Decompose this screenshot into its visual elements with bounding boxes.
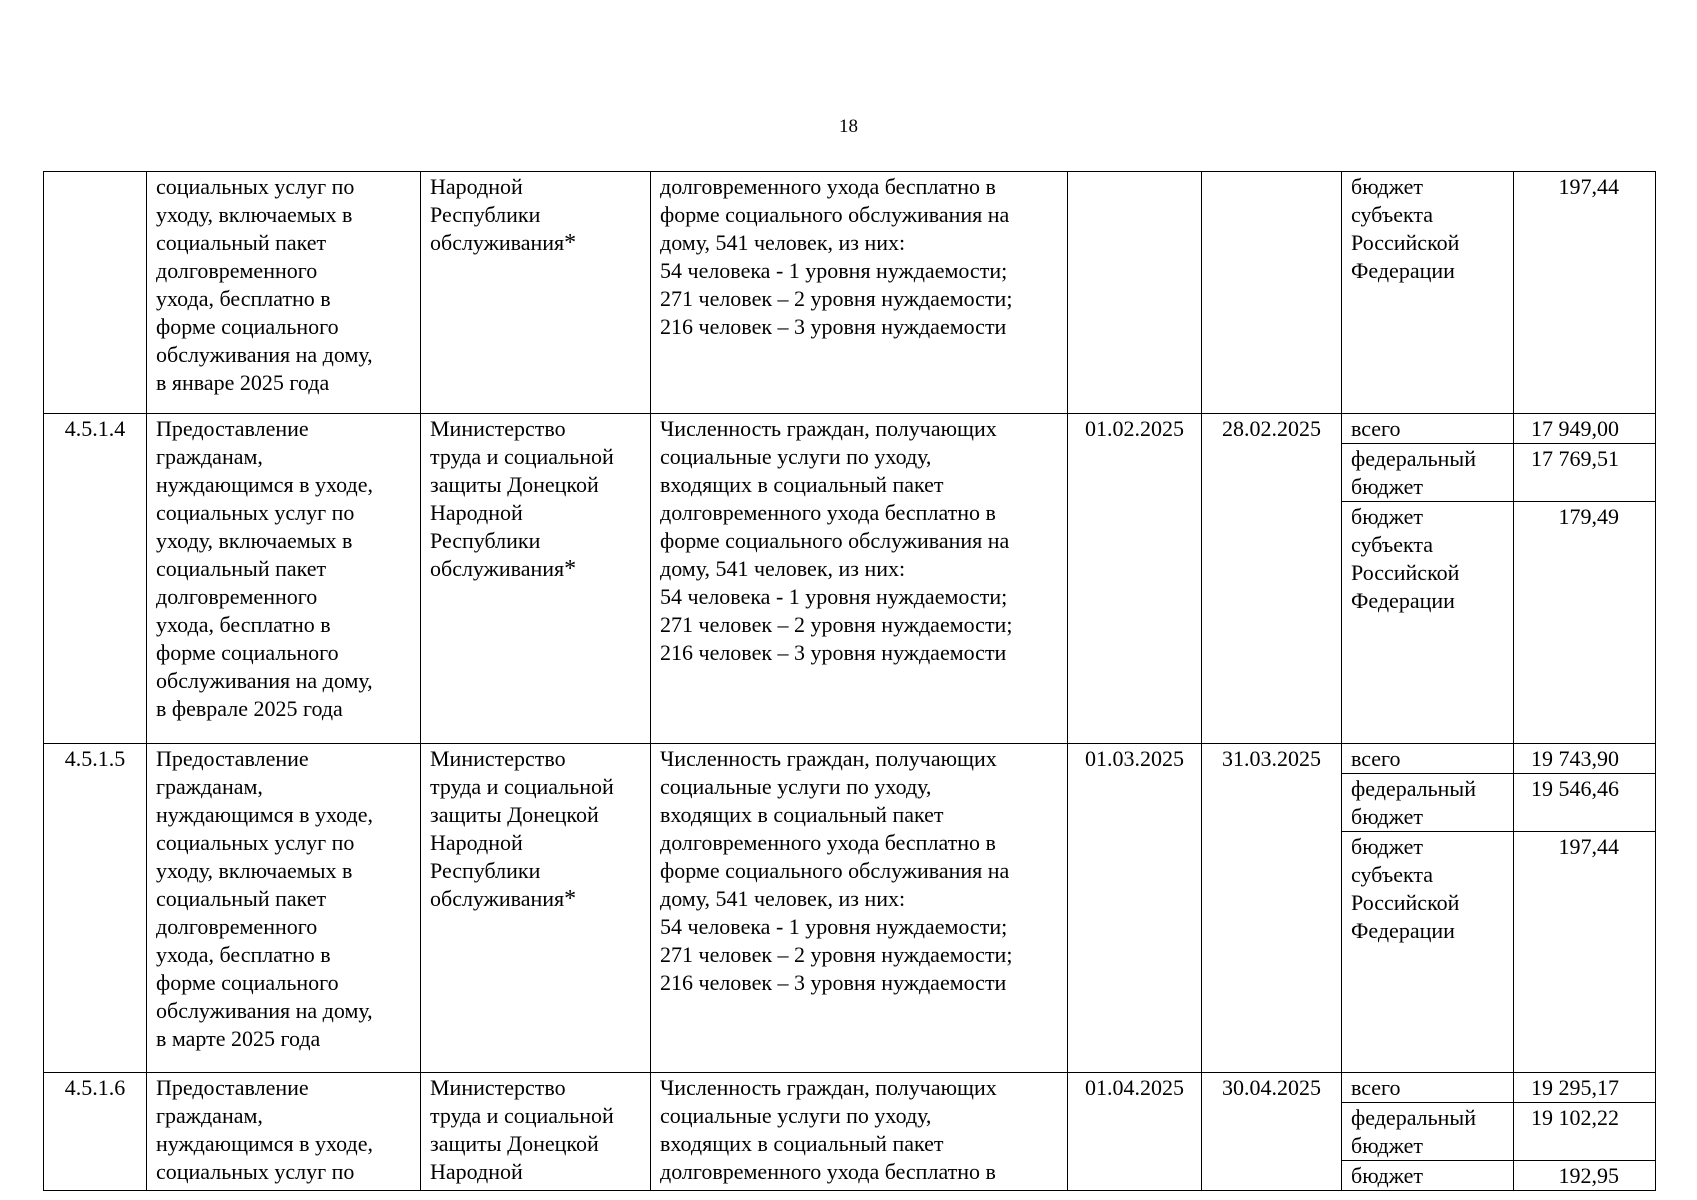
executor-line-text: Народной bbox=[430, 830, 523, 855]
funding-source bbox=[1342, 414, 1514, 444]
funding-source-line: бюджет bbox=[1351, 834, 1423, 859]
result-line: Численность граждан, получающих bbox=[660, 746, 997, 771]
event-line: обслуживания на дому, bbox=[156, 668, 373, 693]
executor-line-text: защиты Донецкой bbox=[430, 1131, 599, 1156]
event-line: Предоставление bbox=[156, 416, 309, 441]
event-line: социальных услуг по bbox=[156, 174, 355, 199]
footnote-mark: * bbox=[564, 886, 577, 912]
row-number bbox=[44, 172, 147, 414]
funding-source-line: Федерации bbox=[1351, 588, 1455, 613]
event-line: Предоставление bbox=[156, 1075, 309, 1100]
executor-line bbox=[430, 857, 641, 885]
result-line: форме социального обслуживания на bbox=[660, 858, 1010, 883]
result-line: Численность граждан, получающих bbox=[660, 1075, 997, 1100]
event-line: долговременного bbox=[156, 584, 318, 609]
executor-line-text: труда и социальной bbox=[430, 774, 614, 799]
result-line: долговременного ухода бесплатно в bbox=[660, 1159, 996, 1184]
executor-line bbox=[430, 527, 641, 555]
funding-amount: 179,49 bbox=[1514, 502, 1656, 744]
event-line: социальных услуг по bbox=[156, 500, 355, 525]
event-line: социальных услуг по bbox=[156, 1159, 355, 1184]
executor-line bbox=[430, 1158, 641, 1186]
funding-source bbox=[1342, 502, 1514, 744]
executor bbox=[421, 172, 651, 414]
funding-source bbox=[1342, 172, 1514, 414]
expected-result bbox=[651, 744, 1068, 1073]
executor-line-text: Республики bbox=[430, 858, 541, 883]
funding-amount: 17 949,00 bbox=[1514, 414, 1656, 444]
event-line: Предоставление bbox=[156, 746, 309, 771]
funding-source-line: бюджет bbox=[1351, 474, 1423, 499]
funding-source-line: федеральный bbox=[1351, 1105, 1476, 1130]
funding-amount: 19 295,17 bbox=[1514, 1073, 1656, 1103]
funding-source bbox=[1342, 1103, 1514, 1161]
executor-line-text: труда и социальной bbox=[430, 1103, 614, 1128]
executor bbox=[421, 1073, 651, 1191]
event-line: социальный пакет bbox=[156, 230, 327, 255]
funding-source bbox=[1342, 1073, 1514, 1103]
funding-source bbox=[1342, 832, 1514, 1073]
funding-source-line: субъекта bbox=[1351, 202, 1434, 227]
start-date: 01.03.2025 bbox=[1068, 744, 1202, 1073]
event-line: гражданам, bbox=[156, 1103, 263, 1128]
funding-amount: 19 546,46 bbox=[1514, 774, 1656, 832]
result-line: входящих в социальный пакет bbox=[660, 1131, 944, 1156]
funding-source-line: Федерации bbox=[1351, 918, 1455, 943]
funding-source-line: всего bbox=[1351, 746, 1401, 771]
expected-result bbox=[651, 414, 1068, 744]
funding-amount: 19 102,22 bbox=[1514, 1103, 1656, 1161]
executor-line bbox=[430, 443, 641, 471]
footnote-mark: * bbox=[564, 230, 577, 256]
funding-source bbox=[1342, 444, 1514, 502]
result-line: 271 человек – 2 уровня нуждаемости; bbox=[660, 942, 1013, 967]
result-line: дому, 541 человек, из них: bbox=[660, 230, 906, 255]
event-line: гражданам, bbox=[156, 444, 263, 469]
funding-amount: 197,44 bbox=[1514, 172, 1656, 414]
executor-line bbox=[430, 885, 641, 913]
event-line: ухода, бесплатно в bbox=[156, 286, 331, 311]
footnote-mark: * bbox=[564, 556, 577, 582]
executor-line-text: Министерство bbox=[430, 746, 566, 771]
result-line: долговременного ухода бесплатно в bbox=[660, 830, 996, 855]
executor-line-text: Республики bbox=[430, 202, 541, 227]
funding-source bbox=[1342, 744, 1514, 774]
event-line: долговременного bbox=[156, 914, 318, 939]
funding-source-line: бюджет bbox=[1351, 174, 1423, 199]
event-line: форме социального bbox=[156, 640, 339, 665]
executor-line-text: защиты Донецкой bbox=[430, 472, 599, 497]
result-line: 271 человек – 2 уровня нуждаемости; bbox=[660, 612, 1013, 637]
page-number: 18 bbox=[839, 116, 858, 137]
executor bbox=[421, 414, 651, 744]
funding-source-line: Российской bbox=[1351, 890, 1460, 915]
result-line: входящих в социальный пакет bbox=[660, 472, 944, 497]
executor-line bbox=[430, 201, 641, 229]
funding-source-line: субъекта bbox=[1351, 862, 1434, 887]
executor-line-text: Народной bbox=[430, 500, 523, 525]
executor-line bbox=[430, 773, 641, 801]
executor-line-text: защиты Донецкой bbox=[430, 802, 599, 827]
result-line: долговременного ухода бесплатно в bbox=[660, 174, 996, 199]
table-body bbox=[44, 172, 1656, 1191]
event-line: уходу, включаемых в bbox=[156, 202, 353, 227]
funding-source-line: бюджет bbox=[1351, 1133, 1423, 1158]
event-name bbox=[147, 1073, 421, 1191]
executor-line-text: Народной bbox=[430, 174, 523, 199]
result-line: социальные услуги по уходу, bbox=[660, 1103, 932, 1128]
result-line: 271 человек – 2 уровня нуждаемости; bbox=[660, 286, 1013, 311]
funding-source-line: федеральный bbox=[1351, 776, 1476, 801]
funding-source-line: всего bbox=[1351, 1075, 1401, 1100]
start-date bbox=[1068, 172, 1202, 414]
measures-table bbox=[43, 171, 1656, 1191]
executor bbox=[421, 744, 651, 1073]
event-line: уходу, включаемых в bbox=[156, 858, 353, 883]
result-line: 216 человек – 3 уровня нуждаемости bbox=[660, 314, 1007, 339]
result-line: 54 человека - 1 уровня нуждаемости; bbox=[660, 584, 1008, 609]
funding-source-line: всего bbox=[1351, 416, 1401, 441]
result-line: входящих в социальный пакет bbox=[660, 802, 944, 827]
result-line: 216 человек – 3 уровня нуждаемости bbox=[660, 640, 1007, 665]
event-line: нуждающимся в уходе, bbox=[156, 802, 373, 827]
event-line: обслуживания на дому, bbox=[156, 342, 373, 367]
end-date: 28.02.2025 bbox=[1202, 414, 1342, 744]
funding-source-line: субъекта bbox=[1351, 532, 1434, 557]
row-number: 4.5.1.4 bbox=[44, 414, 147, 744]
result-line: дому, 541 человек, из них: bbox=[660, 556, 906, 581]
result-line: 216 человек – 3 уровня нуждаемости bbox=[660, 970, 1007, 995]
executor-line bbox=[430, 555, 641, 583]
executor-line bbox=[430, 471, 641, 499]
table-row bbox=[44, 1073, 1656, 1103]
event-line: гражданам, bbox=[156, 774, 263, 799]
executor-line-text: Республики bbox=[430, 528, 541, 553]
funding-source-line: бюджет bbox=[1351, 804, 1423, 829]
executor-line-text: Министерство bbox=[430, 1075, 566, 1100]
funding-amount: 197,44 bbox=[1514, 832, 1656, 1073]
event-line: социальный пакет bbox=[156, 886, 327, 911]
executor-line-text: обслуживания bbox=[430, 230, 565, 255]
expected-result bbox=[651, 1073, 1068, 1191]
result-line: Численность граждан, получающих bbox=[660, 416, 997, 441]
event-line: обслуживания на дому, bbox=[156, 998, 373, 1023]
result-line: долговременного ухода бесплатно в bbox=[660, 500, 996, 525]
result-line: 54 человека - 1 уровня нуждаемости; bbox=[660, 258, 1008, 283]
end-date bbox=[1202, 172, 1342, 414]
event-name bbox=[147, 744, 421, 1073]
expected-result bbox=[651, 172, 1068, 414]
executor-line-text: обслуживания bbox=[430, 886, 565, 911]
result-line: форме социального обслуживания на bbox=[660, 202, 1010, 227]
funding-source-line: бюджет bbox=[1351, 1163, 1423, 1188]
event-line: ухода, бесплатно в bbox=[156, 612, 331, 637]
event-line: ухода, бесплатно в bbox=[156, 942, 331, 967]
funding-amount: 17 769,51 bbox=[1514, 444, 1656, 502]
funding-source-line: Федерации bbox=[1351, 258, 1455, 283]
funding-source bbox=[1342, 1161, 1514, 1191]
funding-source-line: Российской bbox=[1351, 560, 1460, 585]
event-line: форме социального bbox=[156, 314, 339, 339]
executor-line-text: Народной bbox=[430, 1159, 523, 1184]
end-date: 31.03.2025 bbox=[1202, 744, 1342, 1073]
event-line: в феврале 2025 года bbox=[156, 696, 343, 721]
executor-line bbox=[430, 1074, 641, 1102]
executor-line bbox=[430, 229, 641, 257]
event-line: нуждающимся в уходе, bbox=[156, 472, 373, 497]
result-line: социальные услуги по уходу, bbox=[660, 774, 932, 799]
funding-source-line: Российской bbox=[1351, 230, 1460, 255]
executor-line bbox=[430, 1130, 641, 1158]
funding-amount: 192,95 bbox=[1514, 1161, 1656, 1191]
result-line: 54 человека - 1 уровня нуждаемости; bbox=[660, 914, 1008, 939]
end-date: 30.04.2025 bbox=[1202, 1073, 1342, 1191]
result-line: форме социального обслуживания на bbox=[660, 528, 1010, 553]
result-line: социальные услуги по уходу, bbox=[660, 444, 932, 469]
event-line: социальный пакет bbox=[156, 556, 327, 581]
executor-line bbox=[430, 829, 641, 857]
table-row bbox=[44, 744, 1656, 774]
event-line: форме социального bbox=[156, 970, 339, 995]
executor-line-text: обслуживания bbox=[430, 556, 565, 581]
start-date: 01.04.2025 bbox=[1068, 1073, 1202, 1191]
table-row bbox=[44, 414, 1656, 444]
executor-line bbox=[430, 173, 641, 201]
event-line: нуждающимся в уходе, bbox=[156, 1131, 373, 1156]
executor-line bbox=[430, 415, 641, 443]
executor-line-text: Министерство bbox=[430, 416, 566, 441]
event-line: долговременного bbox=[156, 258, 318, 283]
executor-line bbox=[430, 745, 641, 773]
executor-line bbox=[430, 1102, 641, 1130]
row-number: 4.5.1.6 bbox=[44, 1073, 147, 1191]
event-line: в марте 2025 года bbox=[156, 1026, 321, 1051]
event-name bbox=[147, 172, 421, 414]
funding-amount: 19 743,90 bbox=[1514, 744, 1656, 774]
executor-line-text: труда и социальной bbox=[430, 444, 614, 469]
event-line: в январе 2025 года bbox=[156, 370, 330, 395]
executor-line bbox=[430, 801, 641, 829]
funding-source-line: федеральный bbox=[1351, 446, 1476, 471]
event-line: социальных услуг по bbox=[156, 830, 355, 855]
result-line: дому, 541 человек, из них: bbox=[660, 886, 906, 911]
funding-source-line: бюджет bbox=[1351, 504, 1423, 529]
row-number: 4.5.1.5 bbox=[44, 744, 147, 1073]
start-date: 01.02.2025 bbox=[1068, 414, 1202, 744]
funding-source bbox=[1342, 774, 1514, 832]
table-row bbox=[44, 172, 1656, 414]
executor-line bbox=[430, 499, 641, 527]
event-line: уходу, включаемых в bbox=[156, 528, 353, 553]
event-name bbox=[147, 414, 421, 744]
